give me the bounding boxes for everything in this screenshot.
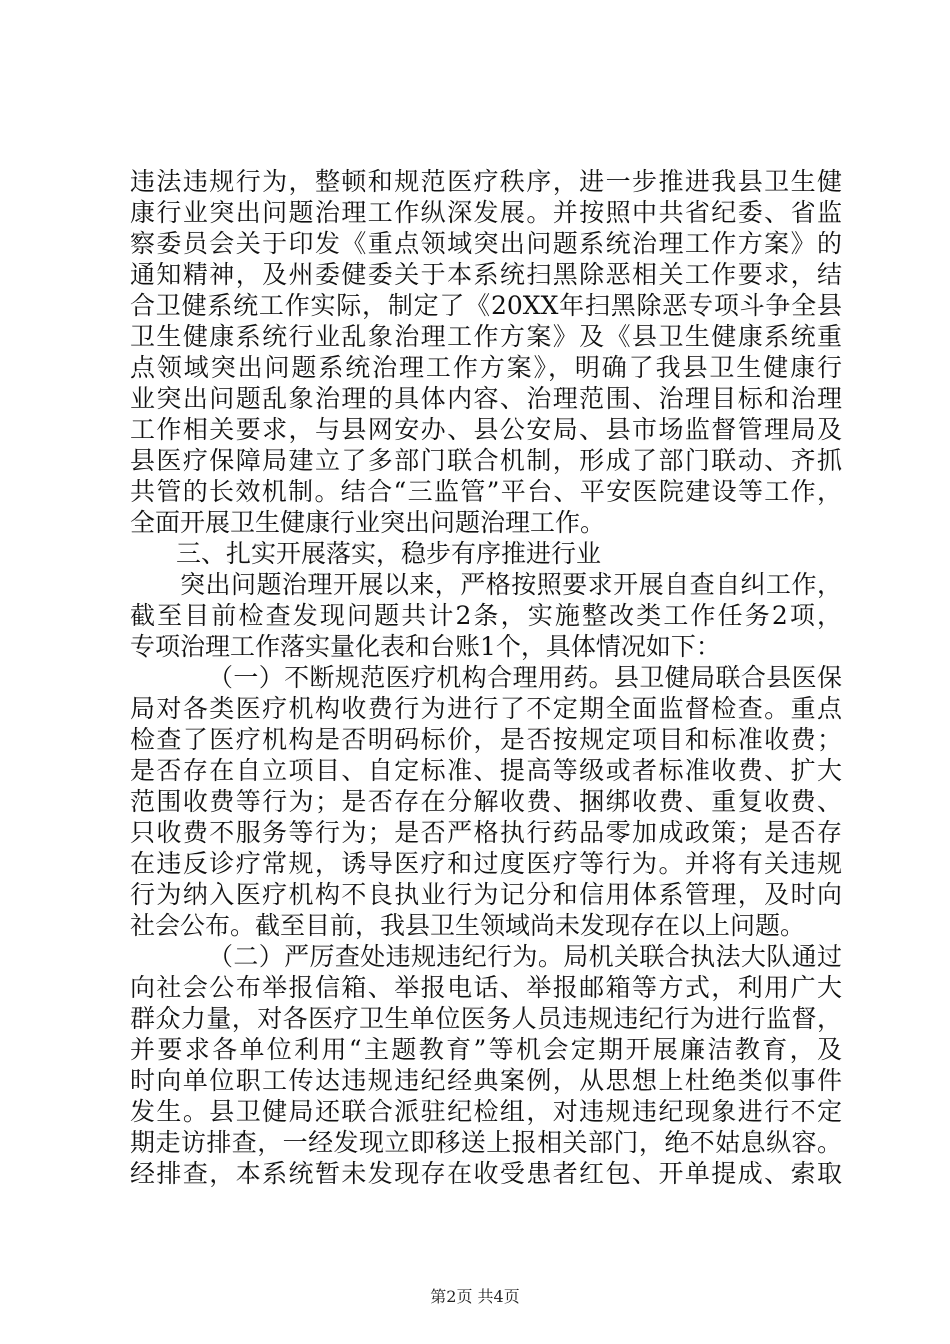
text-line: 工作相关要求，与县网安办、县公安局、县市场监督管理局及 xyxy=(130,415,842,444)
text-line: 并要求各单位利用“主题教育”等机会定期开展廉洁教育，及 xyxy=(130,1035,842,1064)
text-line: 检查了医疗机构是否明码标价，是否按规定项目和标准收费； xyxy=(130,725,842,754)
document-body xyxy=(130,166,842,1189)
text-line: 范围收费等行为；是否存在分解收费、捆绑收费、重复收费、 xyxy=(130,787,842,816)
page-footer: 第2页 共4页 xyxy=(430,1287,520,1306)
text-line: 全面开展卫生健康行业突出问题治理工作。 xyxy=(130,508,606,537)
text-line: 截至目前检查发现问题共计2条，实施整改类工作任务2项， xyxy=(130,601,842,630)
text-line: 康行业突出问题治理工作纵深发展。并按照中共省纪委、省监 xyxy=(130,198,842,227)
text-line: 合卫健系统工作实际，制定了《20XX年扫黑除恶专项斗争全县 xyxy=(130,291,842,320)
text-line: 局对各类医疗机构收费行为进行了不定期全面监督检查。重点 xyxy=(130,694,842,723)
text-line: 违法违规行为，整顿和规范医疗秩序，进一步推进我县卫生健 xyxy=(130,167,842,196)
text-line: 期走访排查，一经发现立即移送上报相关部门，绝不姑息纵容。 xyxy=(130,1128,842,1157)
text-line: 是否存在自立项目、自定标准、提高等级或者标准收费、扩大 xyxy=(130,756,842,785)
text-line: 发生。县卫健局还联合派驻纪检组，对违规违纪现象进行不定 xyxy=(130,1097,842,1126)
text-line: 县医疗保障局建立了多部门联合机制，形成了部门联动、齐抓 xyxy=(130,446,842,475)
text-line: 点领域突出问题系统治理工作方案》，明确了我县卫生健康行 xyxy=(130,353,842,382)
text-line: 向社会公布举报信箱、举报电话、举报邮箱等方式，利用广大 xyxy=(130,973,842,1002)
text-line: 察委员会关于印发《重点领域突出问题系统治理工作方案》的 xyxy=(130,229,842,258)
text-line: 业突出问题乱象治理的具体内容、治理范围、治理目标和治理 xyxy=(130,384,842,413)
section-heading: 三、扎实开展落实，稳步有序推进行业 xyxy=(176,539,602,568)
text-line: 共管的长效机制。结合“三监管”平台、平安医院建设等工作， xyxy=(130,477,842,506)
text-line: 时向单位职工传达违规违纪经典案例，从思想上杜绝类似事件 xyxy=(130,1066,842,1095)
text-line: 专项治理工作落实量化表和台账1个，具体情况如下： xyxy=(130,632,721,661)
text-line: 群众力量，对各医疗卫生单位医务人员违规违纪行为进行监督， xyxy=(130,1004,842,1033)
text-line: 卫生健康系统行业乱象治理工作方案》及《县卫生健康系统重 xyxy=(130,322,842,351)
text-line: 经排查，本系统暂未发现存在收受患者红包、开单提成、索取 xyxy=(130,1159,842,1188)
text-line: 在违反诊疗常规，诱导医疗和过度医疗等行为。并将有关违规 xyxy=(130,849,842,878)
text-line: 社会公布。截至目前，我县卫生领域尚未发现存在以上问题。 xyxy=(130,911,806,940)
text-line: 只收费不服务等行为；是否严格执行药品零加成政策；是否存 xyxy=(130,818,842,847)
text-line: 通知精神，及州委健委关于本系统扫黑除恶相关工作要求，结 xyxy=(130,260,842,289)
text-line: 突出问题治理开展以来，严格按照要求开展自查自纠工作， xyxy=(180,570,842,599)
text-line: （一）不断规范医疗机构合理用药。县卫健局联合县医保 xyxy=(208,663,842,692)
text-line: （二）严厉查处违规违纪行为。局机关联合执法大队通过 xyxy=(208,942,842,971)
text-line: 行为纳入医疗机构不良执业行为记分和信用体系管理，及时向 xyxy=(130,880,842,909)
